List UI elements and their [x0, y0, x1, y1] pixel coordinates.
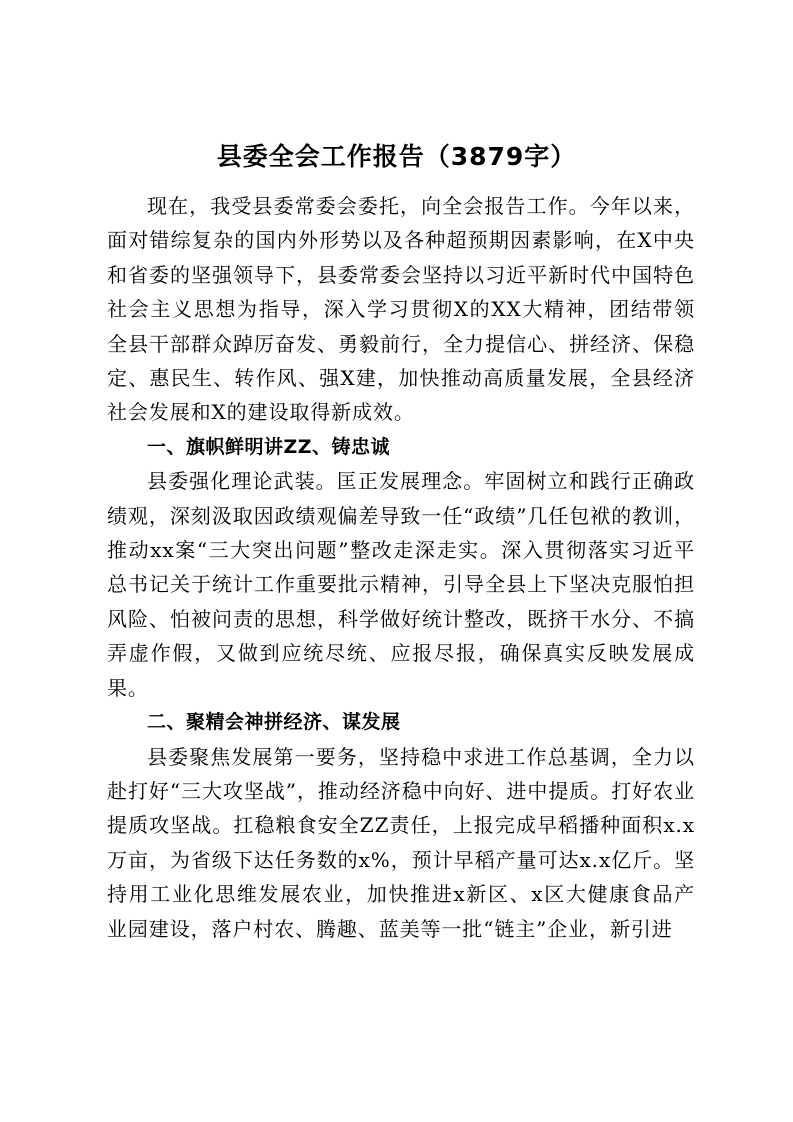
paragraph-intro: 现在，我受县委常委会委托，向全会报告工作。今年以来，面对错综复杂的国内外形势以及各种超预期因素影响，在X中央和省委的坚强领导下，县委常委会坚持以习近平新时代中国特色社会主义思想为指导，深入学习贯彻X的XX大精神，团结带领全县干部群众踔厉奋发、勇毅前行，全力提信心、拼经济、保稳定、惠民生、转作风、强X建，加快推动高质量发展，全县经济社会发展和X的建设取得新成效。	[107, 194, 695, 425]
paragraph-section-2: 县委聚焦发展第一要务，坚持稳中求进工作总基调，全力以赴打好“三大攻坚战”，推动经济稳中向好、进中提质。打好农业提质攻坚战。扛稳粮食安全ZZ责任，上报完成早稻播种面积x.x万亩，为省级下达任务数的x%，预计早稻产量可达x.x亿斤。坚持用工业化思维发展农业，加快推进x新区、x区大健康食品产业园建设，落户村农、腾趣、蓝美等一批“链主”企业，新引进	[107, 744, 695, 941]
section-heading-1: 一、旗帜鲜明讲ZZ、铸忠诚	[147, 435, 391, 458]
paragraph-section-1: 县委强化理论武装。匡正发展理念。牢固树立和践行正确政绩观，深刻汲取因政绩观偏差导致一任“政绩”几任包袱的教训，推动xx案“三大突出问题”整改走深走实。深入贯彻落实习近平总书记关于统计工作重要批示精神，引导全县上下坚决克服怕担风险、怕被问责的思想，科学做好统计整改，既挤干水分、不搞弄虚作假，又做到应统尽统、应报尽报，确保真实反映发展成果。	[107, 469, 695, 700]
document-body	[107, 189, 695, 946]
document-title: 县委全会工作报告（3879字）	[216, 142, 577, 171]
section-heading-2: 二、聚精会神拼经济、谋发展	[147, 711, 401, 734]
